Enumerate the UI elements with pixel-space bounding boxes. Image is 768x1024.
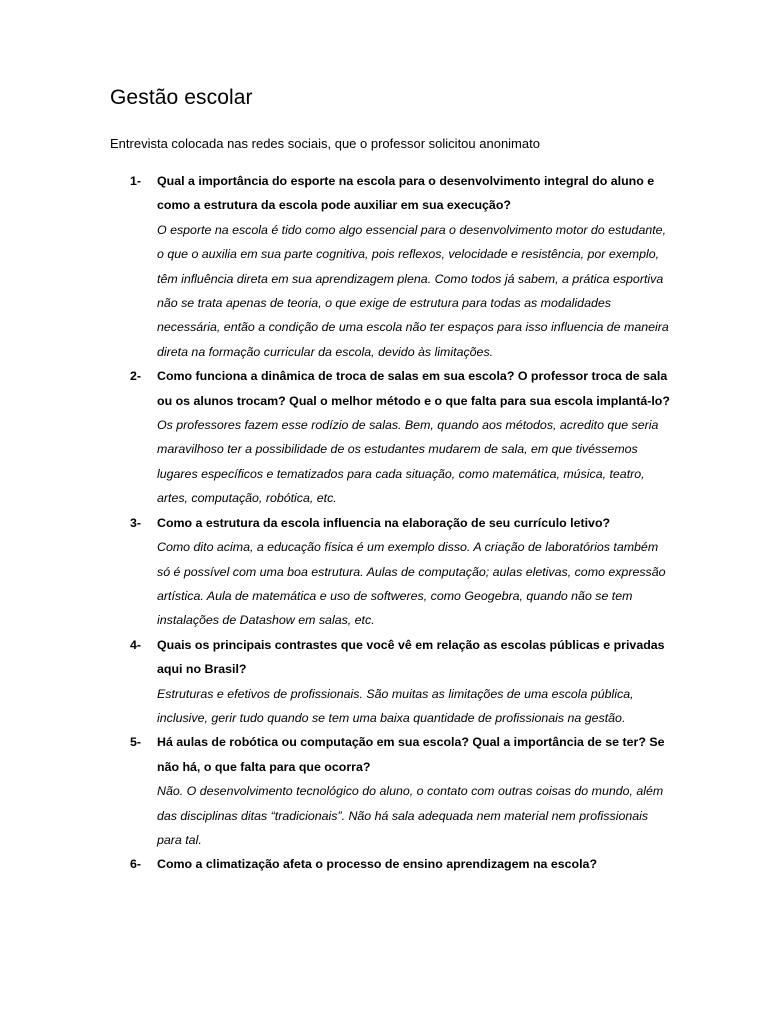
qa-answer: Os professores fazem esse rodízio de salas. Bem, quando aos métodos, acredito que seria maravilhoso ter a possibilidade de os estudantes mudarem de sala, em que tivéssemos lugares específicos e tematizados para cada situação, como matemática, música, teatro, artes, computação, robótica, etc. [157,418,659,506]
qa-number: 5- [130,735,142,750]
qa-item [130,364,670,510]
qa-item [130,511,670,633]
qa-number: 6- [130,857,142,872]
qa-question: Como a estrutura da escola influencia na elaboração de seu currículo letivo? [157,515,611,530]
qa-item [130,852,670,876]
qa-answer: O esporte na escola é tido como algo essencial para o desenvolvimento motor do estudante, o que o auxilia em sua parte cognitiva, pois reflexos, velocidade e resistência, por exemplo, têm influência direta em sua aprendizagem plena. Como todos já sabem, a prática esportiva não se trata apenas de teoria, o que exige de estrutura para todas as modalidades necessária, então a condição de uma escola não ter espaços para isso influencia de maneira direta na formação curricular da escola, devido às limitações. [157,222,669,359]
qa-number: 3- [130,515,142,530]
qa-question: Qual a importância do esporte na escola para o desenvolvimento integral do aluno e como a estrutura da escola pode auxiliar em sua execução? [157,174,655,213]
qa-item [130,730,670,852]
qa-number: 2- [130,369,142,384]
document-title: Gestão escolar [110,86,253,109]
qa-question: Quais os principais contrastes que você vê em relação as escolas públicas e privadas aqui no Brasil? [157,637,665,677]
interview-qa-list [130,169,670,877]
qa-item [130,169,670,364]
qa-number: 4- [130,637,142,652]
qa-item [130,633,670,731]
qa-number: 1- [130,174,142,188]
qa-question: Há aulas de robótica ou computação em sua escola? Qual a importância de se ter? Se não há, o que falta para que ocorra? [157,735,665,774]
document-subtitle: Entrevista colocada nas redes sociais, que o professor solicitou anonimato [110,136,540,151]
qa-question: Como a climatização afeta o processo de ensino aprendizagem na escola? [157,857,598,872]
qa-answer: Estruturas e efetivos de profissionais. São muitas as limitações de uma escola pública, inclusive, gerir tudo quando se tem uma baixa quantidade de profissionais na gestão. [157,686,634,725]
qa-answer: Não. O desenvolvimento tecnológico do aluno, o contato com outras coisas do mundo, além das disciplinas ditas “tradicionais”. Não há sala adequada nem material nem profissionais para tal. [157,784,664,847]
qa-answer: Como dito acima, a educação física é um exemplo disso. A criação de laboratórios também só é possível com uma boa estrutura. Aulas de computação; aulas eletivas, como expressão artística. Aula de matemática e uso de softweres, como Geogebra, quando não se tem instalações de Datashow em salas, etc. [157,540,666,628]
qa-question: Como funciona a dinâmica de troca de salas em sua escola? O professor troca de sala ou os alunos trocam? Qual o melhor método e o que falta para sua escola implantá-lo? [157,369,670,408]
